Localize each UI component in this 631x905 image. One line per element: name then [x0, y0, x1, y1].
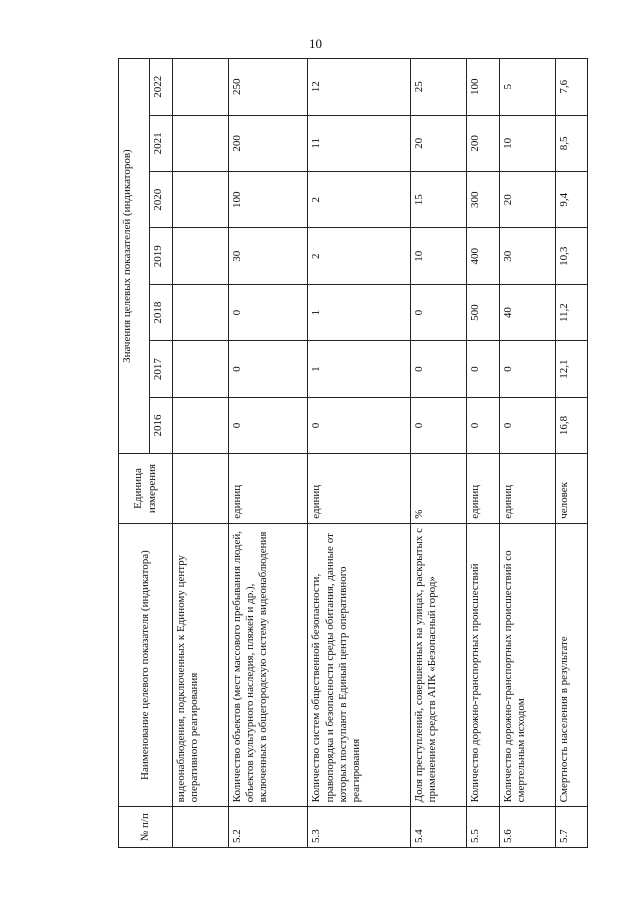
row-value: 250: [228, 59, 307, 116]
row-value: 5: [499, 59, 555, 116]
table-row: [555, 59, 587, 848]
row-indicator-name: Доля преступлений, совершенных на улицах, раскрытых с применением средств АПК «Безопасный город»: [411, 523, 467, 807]
header-unit: Единица измерения: [119, 454, 173, 524]
header-target-values: Значения целевых показателей (индикаторов): [119, 59, 150, 454]
row-value: 12,1: [555, 341, 587, 397]
header-year: 2022: [150, 59, 173, 116]
row-value: 9,4: [555, 172, 587, 228]
table-row: [499, 59, 555, 848]
row-number: [173, 807, 229, 848]
table-row: [228, 59, 307, 848]
row-value: [173, 172, 229, 228]
row-value: 500: [467, 284, 499, 340]
row-value: 100: [228, 172, 307, 228]
row-value: 7,6: [555, 59, 587, 116]
row-value: 11: [308, 115, 411, 171]
table-row: [467, 59, 499, 848]
row-value: 10: [411, 228, 467, 284]
row-value: 2: [308, 228, 411, 284]
row-number: 5.3: [308, 807, 411, 848]
row-value: 1: [308, 341, 411, 397]
header-year: 2017: [150, 341, 173, 397]
row-value: 0: [499, 397, 555, 453]
row-value: 200: [467, 115, 499, 171]
header-number: № п/п: [119, 807, 173, 848]
row-unit: единиц: [308, 454, 411, 524]
row-unit: единиц: [499, 454, 555, 524]
table-row: [173, 59, 229, 848]
row-value: 10,3: [555, 228, 587, 284]
row-unit: человек: [555, 454, 587, 524]
row-value: 10: [499, 115, 555, 171]
header-year: 2018: [150, 284, 173, 340]
row-number: 5.6: [499, 807, 555, 848]
table-row: [308, 59, 411, 848]
row-value: 0: [228, 284, 307, 340]
row-value: 0: [467, 397, 499, 453]
row-value: 100: [467, 59, 499, 116]
row-indicator-name: Количество дорожно-транспортных происшествий со смертельным исходом: [499, 523, 555, 807]
page-number: 10: [309, 36, 322, 51]
row-value: 0: [411, 284, 467, 340]
row-number: 5.4: [411, 807, 467, 848]
row-unit: [173, 454, 229, 524]
row-indicator-name: Смертность населения в результате: [555, 523, 587, 807]
row-value: [173, 59, 229, 116]
indicators-table: [118, 58, 588, 848]
row-value: 20: [411, 115, 467, 171]
row-value: 0: [411, 341, 467, 397]
row-indicator-name: видеонаблюдения, подключенных к Единому центру оперативного реагирования: [173, 523, 229, 807]
row-unit: единиц: [467, 454, 499, 524]
row-unit: единиц: [228, 454, 307, 524]
row-value: 2: [308, 172, 411, 228]
row-value: 300: [467, 172, 499, 228]
header-indicator-name: Наименование целевого показателя (индикатора): [119, 523, 173, 807]
header-year: 2016: [150, 397, 173, 453]
rotated-table-container: [118, 58, 588, 848]
rotated-table-area: [118, 58, 588, 848]
row-value: 12: [308, 59, 411, 116]
row-value: 200: [228, 115, 307, 171]
row-value: 25: [411, 59, 467, 116]
row-unit: %: [411, 454, 467, 524]
row-value: 1: [308, 284, 411, 340]
row-value: [173, 341, 229, 397]
row-indicator-name: Количество систем общественной безопасности, правопорядка и безопасности среды обитания, данные от которых поступают в Единый центр оперативного реагирования: [308, 523, 411, 807]
row-value: 0: [228, 397, 307, 453]
header-year: 2019: [150, 228, 173, 284]
row-value: 20: [499, 172, 555, 228]
header-year: 2020: [150, 172, 173, 228]
row-value: 0: [467, 341, 499, 397]
row-number: 5.7: [555, 807, 587, 848]
row-value: 0: [308, 397, 411, 453]
row-value: 30: [499, 228, 555, 284]
row-value: 8,5: [555, 115, 587, 171]
row-value: 15: [411, 172, 467, 228]
row-value: 16,8: [555, 397, 587, 453]
row-value: 0: [411, 397, 467, 453]
row-value: [173, 397, 229, 453]
row-value: [173, 284, 229, 340]
row-indicator-name: Количество объектов (мест массового пребывания людей, объектов культурного наследия, пляжей и др.), включенных в общегородскую систему видеонаблюдения: [228, 523, 307, 807]
row-indicator-name: Количество дорожно-транспортных происшествий: [467, 523, 499, 807]
row-value: 400: [467, 228, 499, 284]
row-number: 5.2: [228, 807, 307, 848]
row-value: 0: [499, 341, 555, 397]
row-value: [173, 228, 229, 284]
table-row: [411, 59, 467, 848]
row-value: 11,2: [555, 284, 587, 340]
header-year: 2021: [150, 115, 173, 171]
row-value: 0: [228, 341, 307, 397]
row-number: 5.5: [467, 807, 499, 848]
row-value: [173, 115, 229, 171]
row-value: 40: [499, 284, 555, 340]
row-value: 30: [228, 228, 307, 284]
